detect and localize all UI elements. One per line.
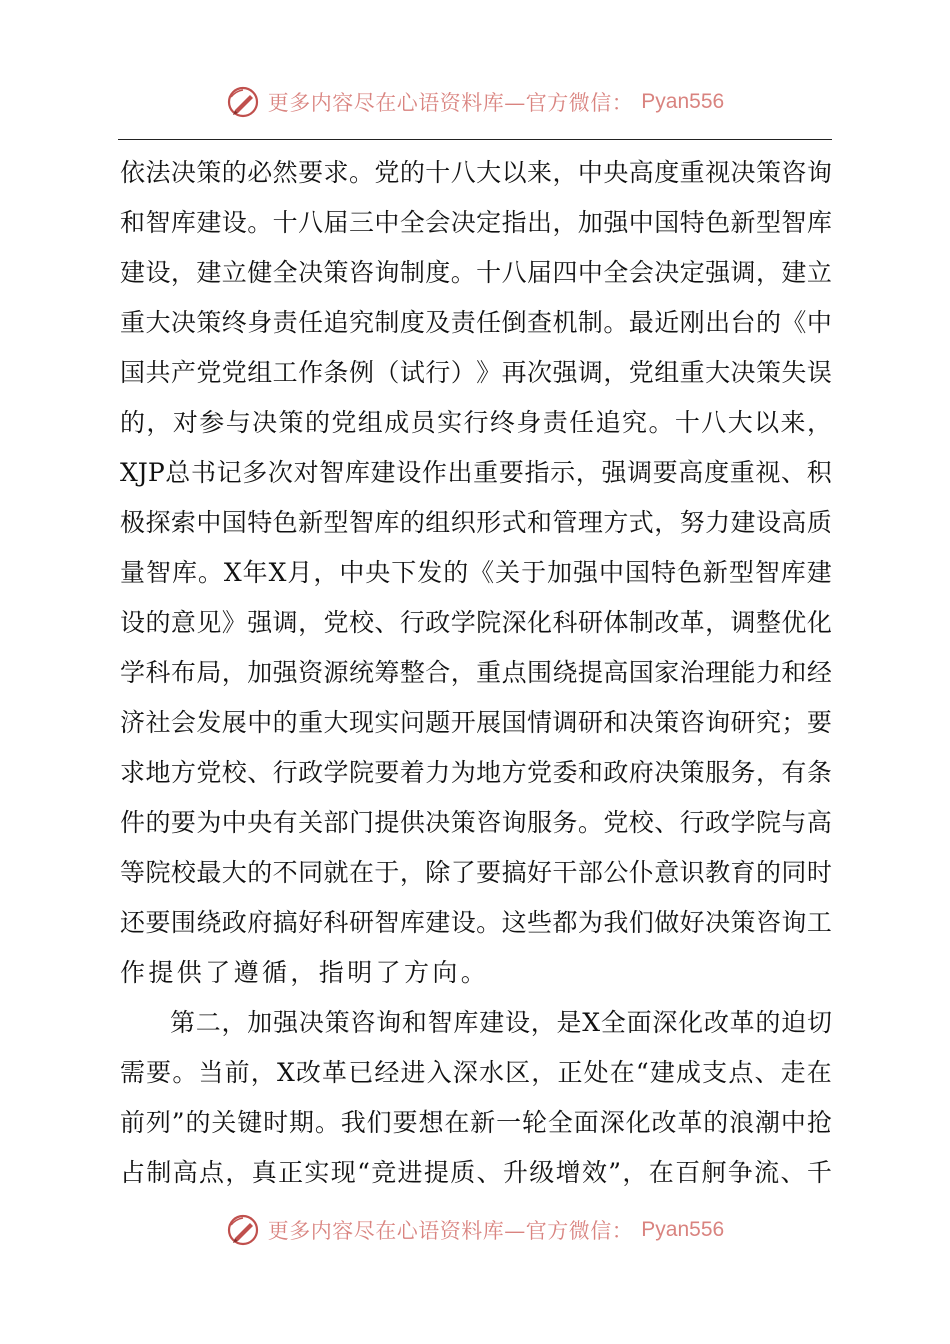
body-line: 的 ， 对 参 与 决 策 的 党 组 成 员 实 行 终 身 责 任 追 究 。 十 八 大 以 来 ， xyxy=(120,408,832,437)
body-line: 济 社 会 发 展 中 的 重 大 现 实 问 题 开 展 国 情 调 研 和 决 策 咨 询 研 究 ； 要 xyxy=(120,708,832,737)
body-line: 重 大 决 策 终 身 责 任 追 究 制 度 及 责 任 倒 查 机 制 。 最 近 刚 出 台 的 《 中 xyxy=(120,308,832,337)
body-line: 作提供了遵循，指明了方向。 xyxy=(120,958,490,987)
body-line: 需 要 。 当 前 ， X 改 革 已 经 进 入 深 水 区 ， 正 处 在 “ 建 成 支 点 、 走 在 xyxy=(120,1058,832,1087)
watermark-text: 更多内容尽在心语资料库—官方微信： xyxy=(267,1219,634,1243)
pen-logo-icon xyxy=(226,1213,260,1247)
body-line: 建 设 ， 建 立 健 全 决 策 咨 询 制 度 。 十 八 届 四 中 全 会 决 定 强 调 ， 建 立 xyxy=(120,258,832,287)
pen-logo-icon xyxy=(226,85,260,119)
watermark-text: 更多内容尽在心语资料库—官方微信： xyxy=(267,91,634,115)
body-line: 国 共 产 党 党 组 工 作 条 例 （ 试 行 ） 》 再 次 强 调 ， 党 组 重 大 决 策 失 误 xyxy=(120,358,832,387)
body-line: 件 的 要 为 中 央 有 关 部 门 提 供 决 策 咨 询 服 务 。 党 校 、 行 政 学 院 与 高 xyxy=(120,808,832,837)
body-line: 依 法 决 策 的 必 然 要 求 。 党 的 十 八 大 以 来 ， 中 央 高 度 重 视 决 策 咨 询 xyxy=(120,158,832,187)
body-line: XJP 总 书 记 多 次 对 智 库 建 设 作 出 重 要 指 示 ， 强 调 要 高 度 重 视 、 积 xyxy=(120,458,832,487)
body-line: 求 地 方 党 校 、 行 政 学 院 要 着 力 为 地 方 党 委 和 政 府 决 策 服 务 ， 有 条 xyxy=(120,758,832,787)
body-line: 设 的 意 见 》 强 调 ， 党 校 、 行 政 学 院 深 化 科 研 体 制 改 革 ， 调 整 优 化 xyxy=(120,608,832,637)
document-body xyxy=(120,148,832,1198)
body-line: 前 列 ” 的 关 键 时 期 。 我 们 要 想 在 新 一 轮 全 面 深 化 改 革 的 浪 潮 中 抢 xyxy=(120,1108,832,1137)
watermark-handle: Pyan556 xyxy=(641,90,725,113)
watermark-handle: Pyan556 xyxy=(641,1218,725,1241)
body-line: 占 制 高 点 ， 真 正 实 现 “ 竞 进 提 质 、 升 级 增 效 ” ， 在 百 舸 争 流 、 千 xyxy=(120,1158,832,1187)
body-line: 和 智 库 建 设 。 十 八 届 三 中 全 会 决 定 指 出 ， 加 强 中 国 特 色 新 型 智 库 xyxy=(120,208,832,237)
body-line: 学 科 布 局 ， 加 强 资 源 统 筹 整 合 ， 重 点 围 绕 提 高 国 家 治 理 能 力 和 经 xyxy=(120,658,832,687)
body-line: 量 智 库 。 X 年 X 月 ， 中 央 下 发 的 《 关 于 加 强 中 国 特 色 新 型 智 库 建 xyxy=(120,558,832,587)
body-line: 极 探 索 中 国 特 色 新 型 智 库 的 组 织 形 式 和 管 理 方 式 ， 努 力 建 设 高 质 xyxy=(120,508,832,537)
body-line: 等 院 校 最 大 的 不 同 就 在 于 ， 除 了 要 搞 好 干 部 公 仆 意 识 教 育 的 同 时 xyxy=(120,858,832,887)
body-line: 还 要 围 绕 政 府 搞 好 科 研 智 库 建 设 。 这 些 都 为 我 们 做 好 决 策 咨 询 工 xyxy=(120,908,832,937)
footer-watermark xyxy=(0,1210,950,1250)
header-watermark xyxy=(0,82,950,122)
body-line-paragraph-start: 第 二 ， 加 强 决 策 咨 询 和 智 库 建 设 ， 是 X 全 面 深 化 改 革 的 迫 切 xyxy=(170,1008,832,1037)
header-rule xyxy=(118,139,832,140)
